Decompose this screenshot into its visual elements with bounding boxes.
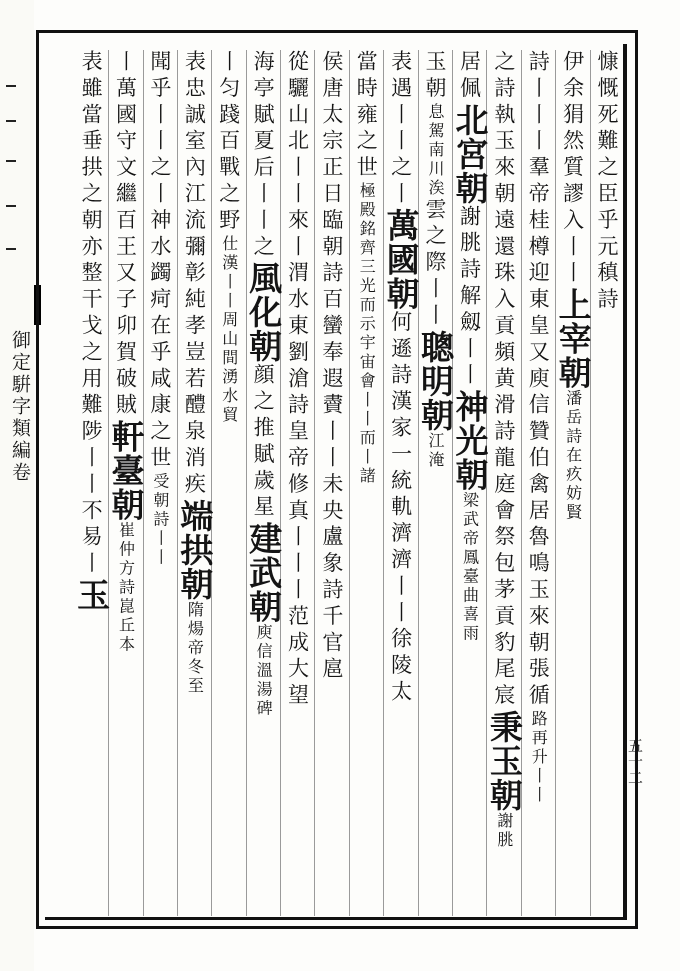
body-text: 謝朓詩解劔丨丨 bbox=[457, 204, 482, 390]
body-text: 何遜詩漢家一統軌濟濟丨丨徐陵太 bbox=[388, 310, 413, 707]
text-column bbox=[211, 50, 245, 916]
body-text: 表雖當垂拱之朝亦整干戈之用 bbox=[79, 50, 104, 394]
annotation-text: 江淹 bbox=[426, 431, 446, 470]
body-text: 丨匀踐百戰之野 bbox=[216, 50, 241, 235]
previous-leaf-margin bbox=[0, 0, 34, 971]
entry-heading: 風化朝 bbox=[244, 261, 284, 364]
annotation-text: 梁武帝鳳臺曲 bbox=[460, 491, 480, 606]
entry-heading: 秉玉朝 bbox=[484, 710, 524, 812]
body-text: 表遇丨丨之丨 bbox=[388, 50, 413, 209]
fold-title: 御定騈字類編卷 bbox=[9, 330, 31, 484]
body-text: 慷慨死難之臣乎元稹詩 bbox=[595, 50, 619, 314]
body-text: 雲之際丨丨 bbox=[423, 197, 448, 330]
annotation-text: 崔仲方詩崑丘本 bbox=[116, 521, 136, 655]
text-column bbox=[450, 50, 490, 916]
text-columns bbox=[46, 50, 624, 916]
entry-heading: 北宮朝 bbox=[450, 102, 490, 205]
text-column bbox=[416, 50, 456, 916]
entry-heading: 神光朝 bbox=[450, 389, 490, 492]
annotation-text: 路再升丨丨 bbox=[529, 710, 549, 805]
body-text: 侯唐太宗正日臨朝詩百蠻奉遐賮丨丨未央盧象詩千官扈 bbox=[319, 50, 344, 684]
margin-mark bbox=[6, 160, 16, 162]
body-text: 當時雍之世 bbox=[354, 50, 379, 182]
text-column bbox=[175, 50, 215, 916]
margin-mark bbox=[6, 248, 16, 250]
body-text: 從驪山北丨丨來丨渭水東劉滄詩皇帝修真丨丨丨范成大望 bbox=[285, 50, 310, 710]
text-column bbox=[106, 50, 146, 916]
text-column bbox=[72, 50, 112, 916]
body-text: 難陟丨丨不易丨 bbox=[79, 393, 104, 579]
entry-heading: 上宰朝 bbox=[553, 287, 593, 390]
page-number: 五十二 bbox=[626, 738, 644, 786]
text-column bbox=[521, 50, 555, 916]
entry-heading: 萬國朝 bbox=[381, 208, 421, 311]
body-text: 顔之推賦歲星 bbox=[251, 363, 276, 522]
text-column bbox=[244, 50, 284, 916]
margin-mark bbox=[6, 205, 16, 207]
annotation-text: 喜雨 bbox=[460, 605, 480, 644]
body-text: 丨萬國守文繼百王又子卯賀破賊 bbox=[113, 50, 138, 420]
annotation-text: 極殿銘齊三光而示宇宙會丨丨而丨諸 bbox=[357, 182, 377, 486]
text-column bbox=[381, 50, 421, 916]
text-column bbox=[590, 50, 624, 916]
text-column bbox=[143, 50, 177, 916]
text-column bbox=[280, 50, 314, 916]
annotation-text: 潘岳詩在疚妨賢 bbox=[563, 389, 583, 523]
entry-heading: 軒臺朝 bbox=[106, 419, 146, 522]
entry-heading: 端拱朝 bbox=[175, 498, 215, 601]
body-text: 伊余狷然質謬入丨丨 bbox=[560, 50, 585, 288]
body-text: 表忠誠室內江流彌彰純孝豈若醴泉消疾 bbox=[182, 50, 207, 499]
text-column bbox=[349, 50, 383, 916]
margin-mark bbox=[6, 120, 16, 122]
annotation-text: 受朝詩丨丨 bbox=[150, 472, 170, 568]
entry-heading: 建武朝 bbox=[244, 521, 284, 624]
annotation-text: 山間湧水貿 bbox=[219, 329, 239, 425]
annotation-text: 隋煬帝冬至 bbox=[185, 600, 205, 696]
entry-heading: 聰明朝 bbox=[416, 329, 456, 432]
annotation-text: 庾信溫湯碑 bbox=[254, 623, 274, 719]
body-text: 海亭賦夏后丨丨之 bbox=[251, 50, 276, 262]
margin-mark bbox=[6, 85, 16, 87]
body-text: 居佩 bbox=[457, 50, 482, 103]
annotation-text: 仕漢丨丨周 bbox=[219, 234, 239, 330]
text-column bbox=[553, 50, 593, 916]
body-text: 聞乎丨丨之丨神水蠲疴在乎咸康之世 bbox=[147, 50, 172, 473]
text-column bbox=[314, 50, 348, 916]
body-text: 之詩執玉來朝遠還珠入貢頻黄滑詩龍庭會祭包茅貢豹尾宸 bbox=[491, 50, 516, 710]
body-text: 詩丨丨丨羣帝桂樽迎東皇又庾信贊伯禽居魯鳴玉來朝張循 bbox=[526, 50, 551, 710]
entry-heading: 玉 bbox=[72, 578, 112, 613]
annotation-text: 謝朓 bbox=[494, 812, 514, 850]
text-column bbox=[484, 50, 524, 916]
body-text: 玉朝 bbox=[423, 50, 448, 103]
annotation-text: 息駕南川涘 bbox=[426, 102, 446, 198]
